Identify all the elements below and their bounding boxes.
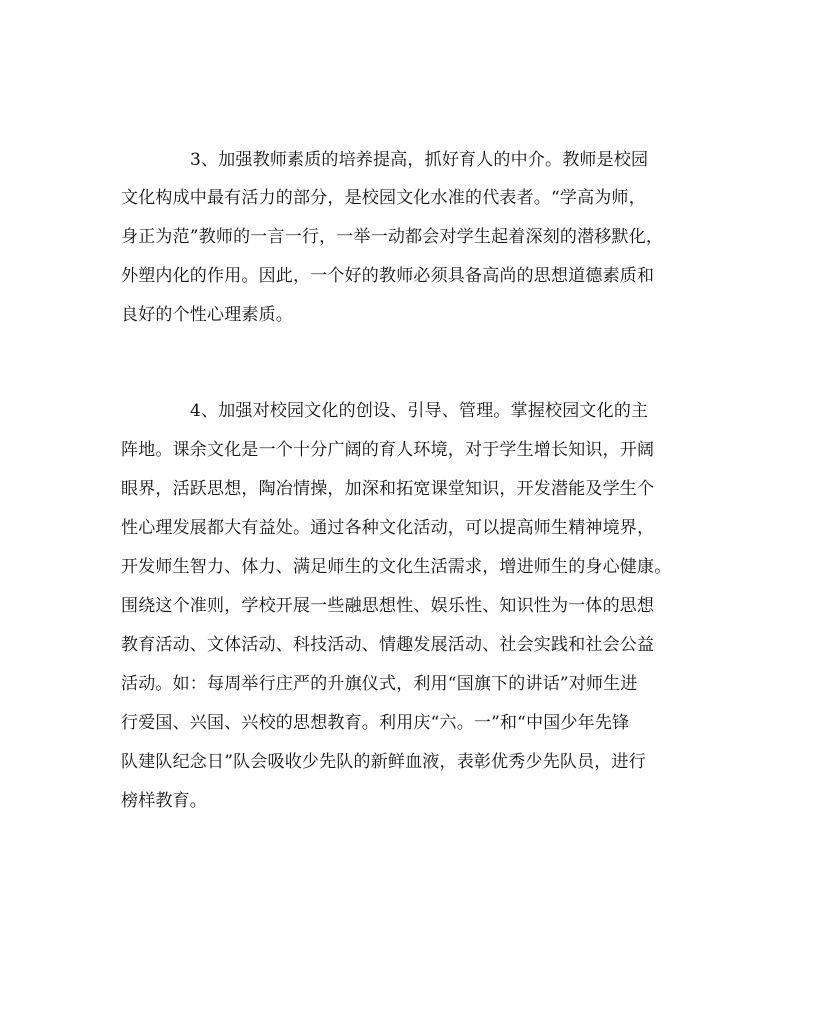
text-line: 开发师生智力、体力、满足师生的文化生活需求，增进师生的身心健康。 xyxy=(121,557,672,577)
text-line: 教育活动、文体活动、科技活动、情趣发展活动、社会实践和社会公益 xyxy=(121,635,655,655)
text-line: 性心理发展都大有益处。通过各种文化活动，可以提高师生精神境界， xyxy=(121,518,655,538)
text-line: 3、加强教师素质的培养提高，抓好育人的中介。教师是校园 xyxy=(190,150,649,170)
text-line: 外塑内化的作用。因此，一个好的教师必须具备高尚的思想道德素质和 xyxy=(121,266,655,286)
text-line: 阵地。课余文化是一个十分广阔的育人环境，对于学生增长知识，开阔 xyxy=(121,440,655,460)
text-line: 榜样教育。 xyxy=(121,791,207,811)
text-line: 围绕这个准则，学校开展一些融思想性、娱乐性、知识性为一体的思想 xyxy=(121,596,655,616)
text-line: 眼界，活跃思想，陶冶情操，加深和拓宽课堂知识，开发潜能及学生个 xyxy=(121,479,655,499)
text-line: 良好的个性心理素质。 xyxy=(121,305,293,325)
text-line: 活动。如：每周举行庄严的升旗仪式，利用“国旗下的讲话”对师生进 xyxy=(121,674,638,694)
text-line: 行爱国、兴国、兴校的思想教育。利用庆“六。一”和“中国少年先锋 xyxy=(121,713,630,733)
text-line: 身正为范”教师的一言一行，一举一动都会对学生起着深刻的潜移默化， xyxy=(121,227,664,247)
text-line: 队建队纪念日”队会吸收少先队的新鲜血液，表彰优秀少先队员，进行 xyxy=(121,752,646,772)
text-line: 文化构成中最有活力的部分，是校园文化水准的代表者。“学高为师， xyxy=(121,188,646,208)
text-line: 4、加强对校园文化的创设、引导、管理。掌握校园文化的主 xyxy=(190,401,649,421)
